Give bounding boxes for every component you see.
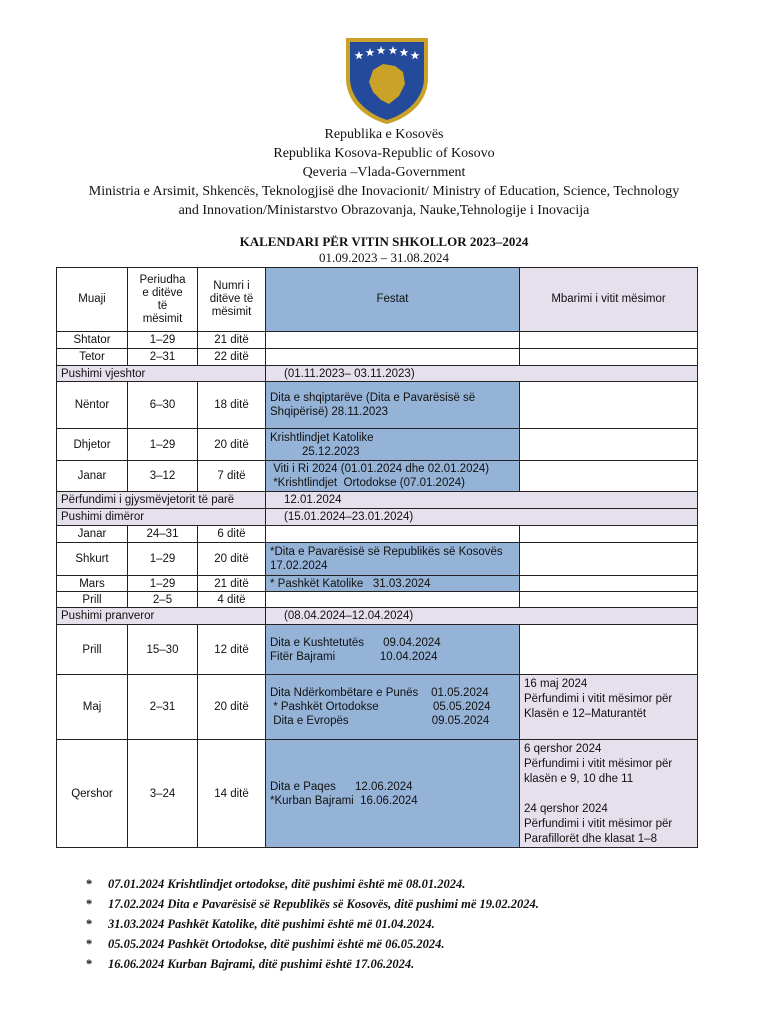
footnote: * 07.01.2024 Krishtlindjet ortodokse, ditë pushimi është më 08.01.2024. (86, 874, 539, 894)
cell-numri: 6 ditë (198, 526, 266, 543)
cell-mbarimi (520, 461, 698, 492)
end-of-year-line: 24 qershor 2024 (524, 803, 608, 815)
table-row (57, 461, 698, 492)
break-label: Pushimi pranveror (57, 608, 266, 625)
holiday-line: Viti i Ri 2024 (01.01.2024 dhe 02.01.2024) (270, 463, 490, 475)
cell-mbarimi (520, 625, 698, 675)
cell-periudha: 2–5 (128, 592, 198, 608)
end-of-year-line: 16 maj 2024 (524, 678, 588, 690)
holiday-line: Dita e Evropës 09.05.2024 (270, 715, 490, 727)
cell-muaji: Tetor (57, 349, 128, 366)
holiday-line: Dita Ndërkombëtare e Punës 01.05.2024 (270, 687, 489, 699)
holiday-line: Krishtlindjet Katolike (270, 431, 374, 444)
header-festat: Festat (266, 268, 520, 332)
holiday-line: * Pashkët Ortodokse 05.05.2024 (270, 701, 491, 713)
cell-festat (266, 625, 520, 675)
cell-muaji: Qershor (57, 740, 128, 848)
table-row (57, 740, 698, 848)
end-of-year-line: Përfundimi i vitit mësimor për (524, 693, 673, 705)
table-row (57, 349, 698, 366)
cell-numri: 20 ditë (198, 429, 266, 461)
end-of-year-line: Përfundimi i vitit mësimor për (524, 758, 673, 770)
cell-muaji: Dhjetor (57, 429, 128, 461)
end-of-year-line: Klasën e 12–Maturantët (524, 708, 647, 720)
coat-of-arms-icon (343, 34, 431, 126)
cell-mbarimi (520, 576, 698, 592)
holiday-line: Shqipërisë) 28.11.2023 (270, 406, 389, 418)
cell-mbarimi (520, 382, 698, 429)
table-row (57, 592, 698, 608)
break-period: (15.01.2024–23.01.2024) (266, 509, 698, 526)
break-row (57, 366, 698, 382)
header-mbarimi: Mbarimi i vitit mësimor (520, 268, 698, 332)
cell-periudha: 2–31 (128, 675, 198, 740)
holiday-line: Dita e Paqes 12.06.2024 (270, 780, 413, 793)
table-row (57, 332, 698, 349)
cell-periudha: 2–31 (128, 349, 198, 366)
cell-festat (266, 349, 520, 366)
cell-mbarimi (520, 592, 698, 608)
table-row (57, 382, 698, 429)
header-muaji: Muaji (57, 268, 128, 332)
header-line-2: Republika Kosova-Republic of Kosovo (273, 146, 495, 161)
cell-mbarimi (520, 429, 698, 461)
end-of-year-line: 6 qershor 2024 (524, 743, 602, 755)
break-row (57, 608, 698, 625)
holiday-line: *Dita e Pavarësisë së Republikës së Kosovës (270, 546, 503, 558)
cell-numri: 12 ditë (198, 625, 266, 675)
school-year-dates: 01.09.2023 – 31.08.2024 (319, 250, 449, 265)
table-row (57, 675, 698, 740)
end-of-year-line: Përfundimi i vitit mësimor për (524, 818, 673, 830)
table-header-row (57, 268, 698, 332)
cell-festat (266, 576, 520, 592)
header-line-5: and Innovation/Ministarstvo Obrazovanja, Nauke,Tehnologije i Inovacija (178, 203, 590, 218)
cell-muaji: Nëntor (57, 382, 128, 429)
cell-numri: 20 ditë (198, 543, 266, 576)
cell-periudha: 6–30 (128, 382, 198, 429)
table-row (57, 576, 698, 592)
cell-periudha: 1–29 (128, 429, 198, 461)
cell-festat (266, 526, 520, 543)
calendar-table (56, 267, 698, 848)
cell-mbarimi (520, 740, 698, 848)
cell-mbarimi (520, 675, 698, 740)
holiday-line: Dita e shqiptarëve (Dita e Pavarësisë së (270, 392, 476, 404)
cell-muaji: Janar (57, 526, 128, 543)
holiday-line: *Kurban Bajrami 16.06.2024 (270, 794, 418, 807)
break-period: (01.11.2023– 03.11.2023) (266, 366, 698, 382)
table-row (57, 543, 698, 576)
cell-festat (266, 332, 520, 349)
cell-mbarimi (520, 332, 698, 349)
cell-numri: 21 ditë (198, 576, 266, 592)
table-row (57, 625, 698, 675)
cell-festat (266, 429, 520, 461)
cell-festat (266, 592, 520, 608)
break-period: 12.01.2024 (266, 492, 698, 509)
cell-periudha: 15–30 (128, 625, 198, 675)
footnotes-list (86, 874, 539, 974)
cell-numri: 4 ditë (198, 592, 266, 608)
cell-numri: 22 ditë (198, 349, 266, 366)
cell-festat (266, 461, 520, 492)
cell-festat (266, 740, 520, 848)
break-period: (08.04.2024–12.04.2024) (266, 608, 698, 625)
header-line-1: Republika e Kosovës (324, 127, 444, 142)
header-periudha: Periudha e ditëve të mësimit (128, 268, 198, 332)
document-title: KALENDARI PËR VITIN SHKOLLOR 2023–2024 (239, 234, 529, 249)
holiday-line: *Krishtlindjet Ortodokse (07.01.2024) (270, 477, 465, 489)
table-row (57, 526, 698, 543)
footnote: * 05.05.2024 Pashkët Ortodokse, ditë pushimi është më 06.05.2024. (86, 934, 539, 954)
cell-mbarimi (520, 349, 698, 366)
cell-numri: 21 ditë (198, 332, 266, 349)
end-of-year-line: Parafillorët dhe klasat 1–8 (524, 833, 657, 845)
cell-periudha: 1–29 (128, 543, 198, 576)
cell-periudha: 3–24 (128, 740, 198, 848)
cell-muaji: Prill (57, 592, 128, 608)
break-row (57, 492, 698, 509)
header-numri: Numri i ditëve të mësimit (198, 268, 266, 332)
holiday-line: Dita e Kushtetutës 09.04.2024 (270, 636, 441, 649)
end-of-year-line: klasën e 9, 10 dhe 11 (524, 773, 634, 785)
cell-numri: 20 ditë (198, 675, 266, 740)
cell-muaji: Shtator (57, 332, 128, 349)
cell-festat (266, 543, 520, 576)
holiday-line: Fitër Bajrami 10.04.2024 (270, 650, 438, 663)
holiday-line: * Pashkët Katolike 31.03.2024 (270, 577, 431, 590)
cell-muaji: Prill (57, 625, 128, 675)
cell-periudha: 3–12 (128, 461, 198, 492)
cell-mbarimi (520, 543, 698, 576)
cell-festat (266, 382, 520, 429)
cell-periudha: 24–31 (128, 526, 198, 543)
holiday-line: 25.12.2023 (270, 445, 360, 458)
cell-muaji: Janar (57, 461, 128, 492)
footnote: * 31.03.2024 Pashkët Katolike, ditë pushimi është më 01.04.2024. (86, 914, 539, 934)
break-label: Pushimi dimëror (57, 509, 266, 526)
cell-muaji: Maj (57, 675, 128, 740)
cell-periudha: 1–29 (128, 576, 198, 592)
cell-periudha: 1–29 (128, 332, 198, 349)
table-row (57, 429, 698, 461)
end-of-year-line (524, 787, 693, 802)
cell-numri: 7 ditë (198, 461, 266, 492)
footnote: * 17.02.2024 Dita e Pavarësisë së Republikës së Kosovës, ditë pushimi më 19.02.2024. (86, 894, 539, 914)
header-line-4: Ministria e Arsimit, Shkencës, Teknologjisë dhe Inovacionit/ Ministry of Education, Science, Technology (88, 184, 680, 199)
holiday-line: 17.02.2024 (270, 560, 328, 572)
cell-muaji: Mars (57, 576, 128, 592)
cell-numri: 14 ditë (198, 740, 266, 848)
header-line-3: Qeveria –Vlada-Government (302, 165, 466, 180)
break-row (57, 509, 698, 526)
break-label: Përfundimi i gjysmëvjetorit të parë (57, 492, 266, 509)
cell-festat (266, 675, 520, 740)
break-label: Pushimi vjeshtor (57, 366, 266, 382)
cell-mbarimi (520, 526, 698, 543)
footnote: * 16.06.2024 Kurban Bajrami, ditë pushimi është 17.06.2024. (86, 954, 539, 974)
cell-numri: 18 ditë (198, 382, 266, 429)
cell-muaji: Shkurt (57, 543, 128, 576)
